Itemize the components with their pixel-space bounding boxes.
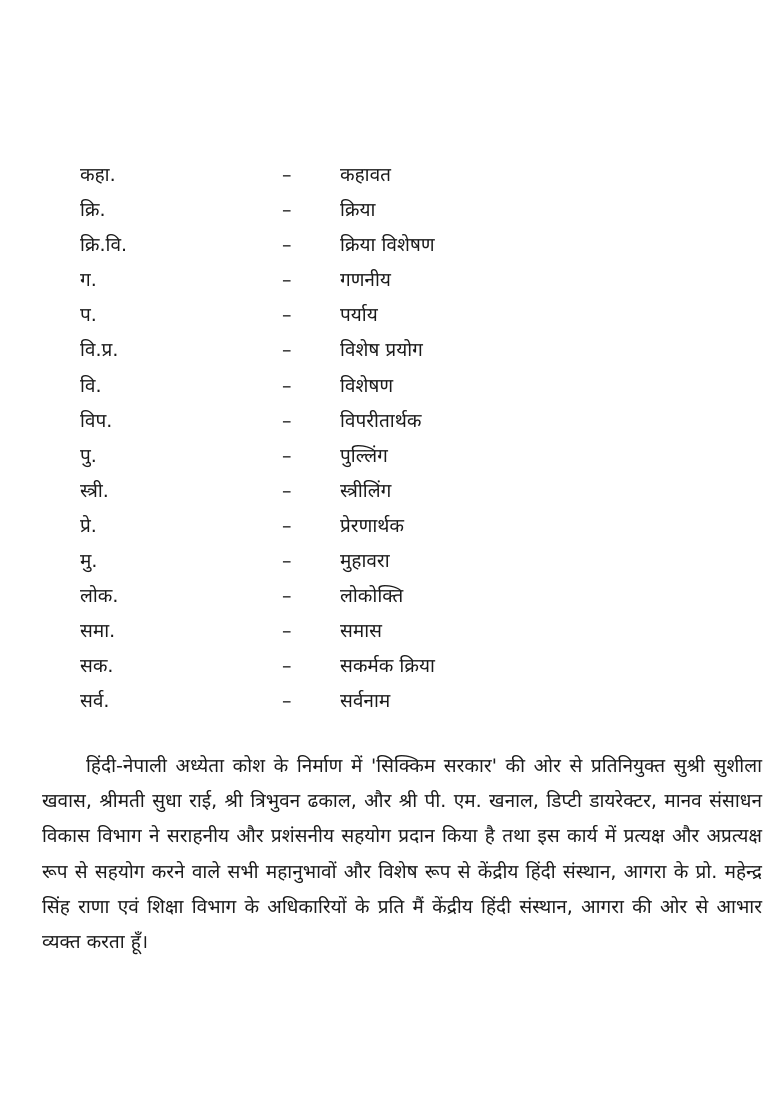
abbreviation-row [0,684,780,719]
abbreviation: स्त्री. [80,479,109,502]
abbreviation-row [0,614,780,649]
abbreviation: मु. [80,550,98,573]
abbreviation-row [0,263,780,298]
abbreviation: वि. [80,374,102,397]
abbreviation: प. [80,304,97,327]
abbreviation-row [0,439,780,474]
full-form: सकर्मक क्रिया [340,655,435,678]
full-form: विपरीतार्थक [340,409,422,432]
abbreviation-row [0,474,780,509]
abbreviation: प्रे. [80,514,97,537]
separator-dash: – [282,234,292,257]
separator-dash: – [282,479,292,502]
abbreviation: सर्व. [80,690,110,713]
full-form: समास [340,620,382,643]
abbreviation: कहा. [80,164,116,186]
full-form: मुहावरा [340,550,390,573]
abbreviation-row [0,158,780,193]
abbreviation-row [0,228,780,263]
separator-dash: – [282,339,292,362]
full-form: स्त्रीलिंग [340,479,392,502]
abbreviation: क्रि. [80,199,106,222]
separator-dash: – [282,690,292,713]
separator-dash: – [282,374,292,397]
separator-dash: – [282,514,292,537]
abbreviation: समा. [80,620,116,643]
abbreviation-list [0,158,780,720]
full-form: पुल्लिंग [340,444,388,467]
full-form: लोकोक्ति [340,585,404,608]
abbreviation: ग. [80,269,97,292]
abbreviation-row [0,333,780,368]
separator-dash: – [282,620,292,643]
full-form: प्रेरणार्थक [340,514,404,537]
separator-dash: – [282,585,292,608]
full-form: क्रिया विशेषण [340,234,435,257]
abbreviation: सक. [80,655,114,678]
abbreviation: विप. [80,409,113,432]
full-form: विशेषण [340,374,394,397]
abbreviation: वि.प्र. [80,339,119,362]
abbreviation-row [0,649,780,684]
separator-dash: – [282,199,292,222]
abbreviation-row [0,193,780,228]
abbreviation-row [0,544,780,579]
abbreviation: क्रि.वि. [80,234,128,257]
abbreviation-row [0,298,780,333]
separator-dash: – [282,304,292,327]
separator-dash: – [282,164,292,186]
full-form: कहावत [340,164,391,186]
separator-dash: – [282,655,292,678]
full-form: सर्वनाम [340,690,391,713]
full-form: गणनीय [340,269,391,292]
abbreviation-row [0,509,780,544]
acknowledgement-paragraph: हिंदी-नेपाली अध्येता कोश के निर्माण में 'सिक्किम सरकार' की ओर से प्रतिनियुक्त सुश्री सुशीला खवास, श्रीमती सुधा राई, श्री त्रिभुवन ढकाल, और श्री पी. एम. खनाल, डिप्टी डायरेक्टर, मानव संसाधन विकास विभाग ने सराहनीय और प्रशंसनीय सहयोग प्रदान किया है तथा इस कार्य में प्रत्यक्ष और अप्रत्यक्ष रूप से सहयोग करने वाले सभी महानुभावों और विशेष रूप से केंद्रीय हिंदी संस्थान, आगरा के प्रो. महेन्द्र सिंह राणा एवं शिक्षा विभाग के अधिकारियों के प्रति मैं केंद्रीय हिंदी संस्थान, आगरा की ओर से आभार व्यक्त करता हूँ। [42,755,762,954]
full-form: पर्याय [340,304,378,327]
full-form: क्रिया [340,199,376,222]
separator-dash: – [282,550,292,573]
separator-dash: – [282,409,292,432]
separator-dash: – [282,444,292,467]
abbreviation-row [0,579,780,614]
abbreviation-row [0,369,780,404]
abbreviation: लोक. [80,585,119,608]
abbreviation: पु. [80,444,97,467]
full-form: विशेष प्रयोग [340,339,423,362]
separator-dash: – [282,269,292,292]
abbreviation-row [0,404,780,439]
